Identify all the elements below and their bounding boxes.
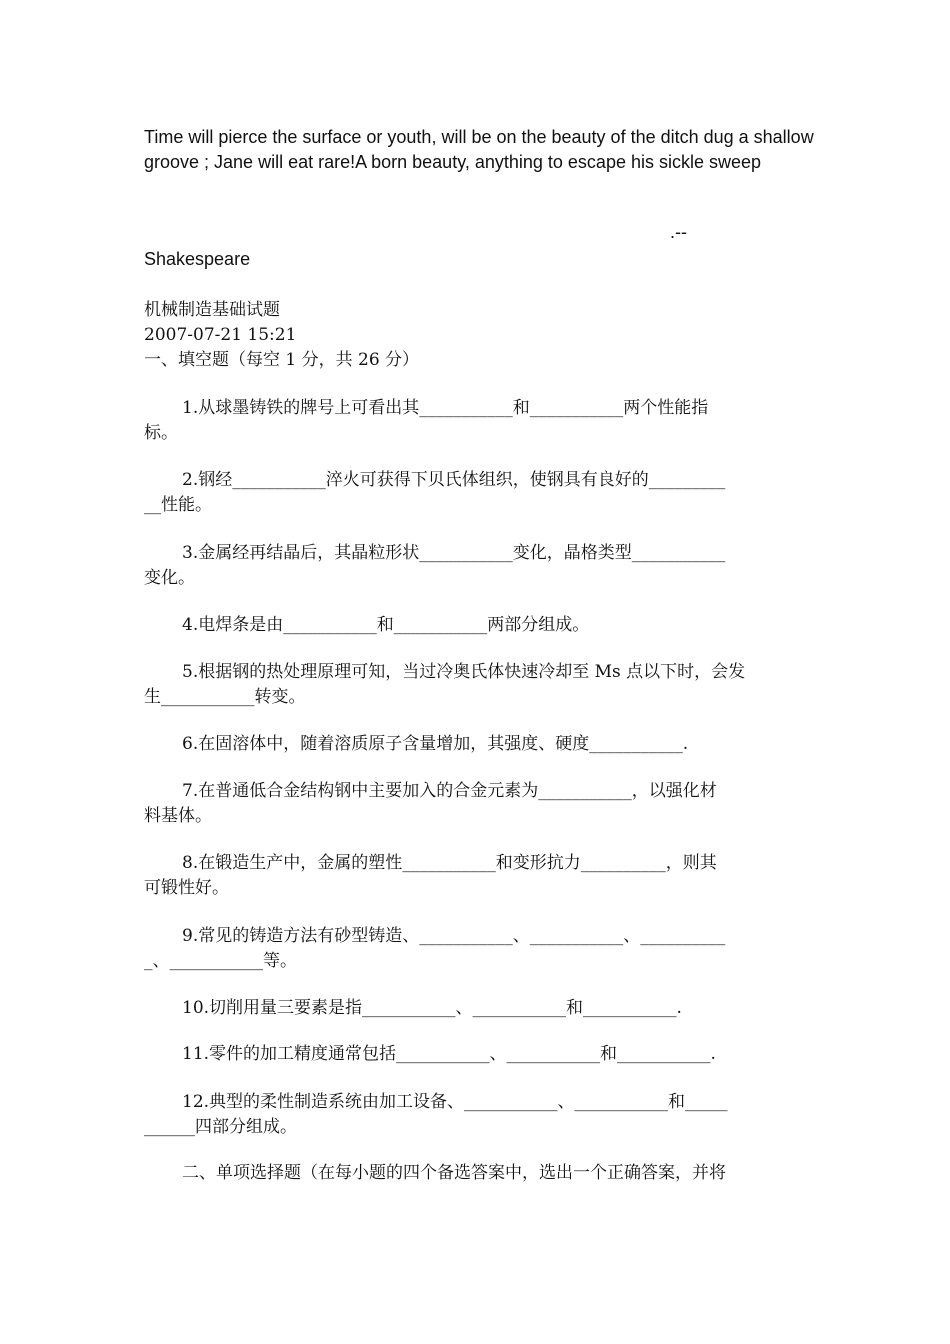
question-11: [144, 1042, 814, 1067]
question-10: [144, 996, 814, 1021]
question-line: 5.根据钢的热处理原理可知，当过冷奥氏体快速冷却至 Ms 点以下时，会发: [182, 662, 746, 682]
question-line: 3.金属经再结晶后，其晶粒形状___________变化，晶格类型___________: [182, 543, 726, 563]
question-6: [144, 732, 814, 757]
question-7: [144, 779, 814, 829]
question-4: [144, 613, 814, 638]
question-line: 1.从球墨铸铁的牌号上可看出其___________和___________两个性能指: [182, 398, 709, 418]
question-line: 二、单项选择题（在每小题的四个备选答案中，选出一个正确答案，并将: [182, 1163, 726, 1183]
question-line: 6.在固溶体中，随着溶质原子含量增加，其强度、硬度___________.: [182, 734, 689, 754]
question-3: [144, 541, 814, 591]
question-line: 10.切削用量三要素是指___________、___________和___________.: [182, 998, 682, 1018]
document-date: 2007-07-21 15:21: [144, 325, 297, 345]
question-line: 4.电焊条是由___________和___________两部分组成。: [182, 615, 590, 635]
question-line: 标。: [144, 423, 178, 443]
question-5: [144, 660, 814, 710]
question-line: 料基体。: [144, 806, 212, 826]
question-line: 9.常见的铸造方法有砂型铸造、___________、___________、__________: [182, 926, 726, 946]
question-12: [144, 1090, 814, 1140]
question-line: 12.典型的柔性制造系统由加工设备、___________、___________和_____: [182, 1092, 728, 1112]
question-line: ______四部分组成。: [144, 1117, 297, 1137]
section-heading-fill-in: 一、填空题（每空 1 分，共 26 分）: [144, 350, 420, 370]
question-line: 2.钢经___________淬火可获得下贝氏体组织，使钢具有良好的_________: [182, 470, 726, 490]
question-line: 可锻性好。: [144, 878, 229, 898]
document-title: 机械制造基础试题: [144, 300, 280, 320]
question-line: 11.零件的加工精度通常包括___________、___________和___________.: [182, 1044, 716, 1064]
question-line: 变化。: [144, 568, 195, 588]
question-2: [144, 468, 814, 518]
quote-dash: .--: [670, 222, 687, 242]
question-8: [144, 851, 814, 901]
question-line: _、___________等。: [144, 951, 297, 971]
question-line: 8.在锻造生产中，金属的塑性___________和变形抗力__________，则其: [182, 853, 717, 873]
question-1: [144, 396, 814, 446]
question-9: [144, 924, 814, 974]
question-line: 7.在普通低合金结构钢中主要加入的合金元素为___________，以强化材: [182, 781, 717, 801]
section-heading-single-choice: [144, 1161, 814, 1186]
quote-text: Time will pierce the surface or youth, will be on the beauty of the ditch dug a shallow groove ; Jane will eat rare!A born beauty, anything to escape his sickle sweep: [144, 127, 814, 172]
question-line: 生___________转变。: [144, 687, 306, 707]
quote-author: Shakespeare: [144, 249, 251, 269]
question-line: __性能。: [144, 495, 212, 515]
